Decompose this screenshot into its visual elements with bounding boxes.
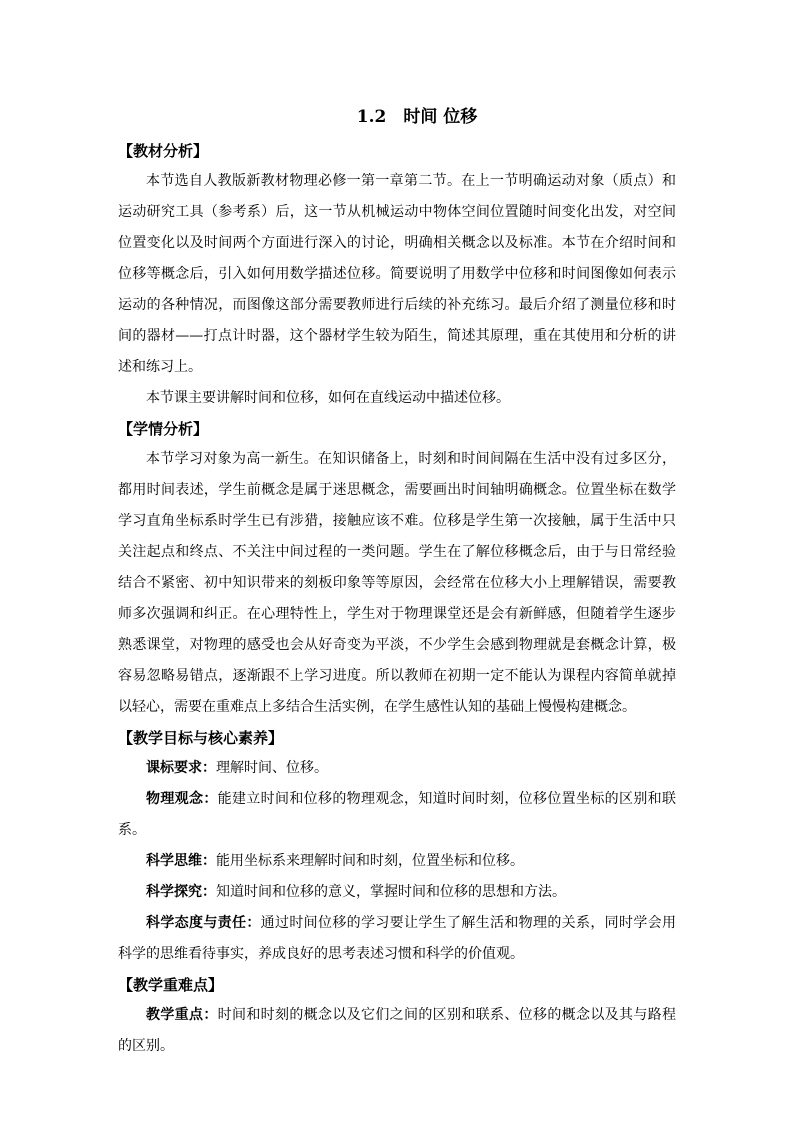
section-heading: 【教学重难点】 <box>118 976 224 994</box>
section-student-analysis <box>118 414 676 723</box>
paragraph: 本节课主要讲解时间和位移，如何在直线运动中描述位移。 <box>146 390 510 406</box>
lesson-title: 1.2 时间 位移 <box>356 107 478 127</box>
goal-text: 通过时间位移的学习要让学生了解生活和物理的关系，同时学会用科学的思维看待事实，养成良好的思考表述习惯和科学的价值观。 <box>118 915 677 962</box>
section-teaching-goals <box>118 723 676 970</box>
goal-item <box>118 846 676 877</box>
goal-text: 能用坐标系来理解时间和时刻，位置坐标和位移。 <box>216 853 524 869</box>
goal-key: 科学态度与责任： <box>146 915 261 931</box>
goal-item <box>118 753 676 784</box>
goal-key: 课标要求： <box>146 760 216 776</box>
section-key-difficult-points <box>118 970 676 1062</box>
goal-key: 科学探究： <box>146 884 216 900</box>
keypoint-text: 时间和时刻的概念以及它们之间的区别和联系、位移的概念以及其与路程的区别。 <box>118 1007 677 1054</box>
paragraph: 本节选自人教版新教材物理必修一第一章第二节。在上一节明确运动对象（质点）和运动研究工具（参考系）后，这一节从机械运动中物体空间位置随时间变化出发，对空间位置变化以及时间两个方面进行深入的讨论，明确相关概念以及标准。本节在介绍时间和位移等概念后，引入如何用数学描述位移。简要说明了用数学中位移和时间图像如何表示运动的各种情况，而图像这部分需要教师进行后续的补充练习。最后介绍了测量位移和时间的器材——打点计时器，这个器材学生较为陌生，简述其原理，重在其使用和分析的讲述和练习上。 <box>118 173 676 375</box>
goal-item <box>118 908 676 970</box>
goal-item <box>118 877 676 908</box>
section-textbook-analysis <box>118 136 676 414</box>
keypoint-item <box>118 1000 676 1062</box>
goal-text: 知道时间和位移的意义，掌握时间和位移的思想和方法。 <box>216 884 566 900</box>
paragraph: 本节学习对象为高一新生。在知识储备上，时刻和时间间隔在生活中没有过多区分，都用时间表述，学生前概念是属于迷思概念，需要画出时间轴明确概念。位置坐标在数学学习直角坐标系时学生已有涉猎，接触应该不难。位移是学生第一次接触，属于生活中只关注起点和终点、不关注中间过程的一类问题。学生在了解位移概念后，由于与日常经验结合不紧密、初中知识带来的刻板印象等等原因，会经常在位移大小上理解错误，需要教师多次强调和纠正。在心理特性上，学生对于物理课堂还是会有新鲜感，但随着学生逐步熟悉课堂，对物理的感受也会从好奇变为平淡，不少学生会感到物理就是套概念计算，极容易忽略易错点，逐渐跟不上学习进度。所以教师在初期一定不能认为课程内容简单就掉以轻心，需要在重难点上多结合生活实例，在学生感性认知的基础上慢慢构建概念。 <box>118 451 676 715</box>
goal-text: 能建立时间和位移的物理观念，知道时间时刻，位移位置坐标的区别和联系。 <box>118 791 677 838</box>
section-heading: 【教学目标与核心素养】 <box>118 729 284 747</box>
goal-key: 物理观念： <box>146 791 218 807</box>
keypoint-key: 教学重点： <box>146 1007 218 1023</box>
section-heading: 【教材分析】 <box>118 142 209 160</box>
section-heading: 【学情分析】 <box>118 420 209 438</box>
goal-key: 科学思维： <box>146 853 216 869</box>
goal-text: 理解时间、位移。 <box>216 760 328 776</box>
document-page <box>118 98 676 1062</box>
goal-item <box>118 784 676 846</box>
